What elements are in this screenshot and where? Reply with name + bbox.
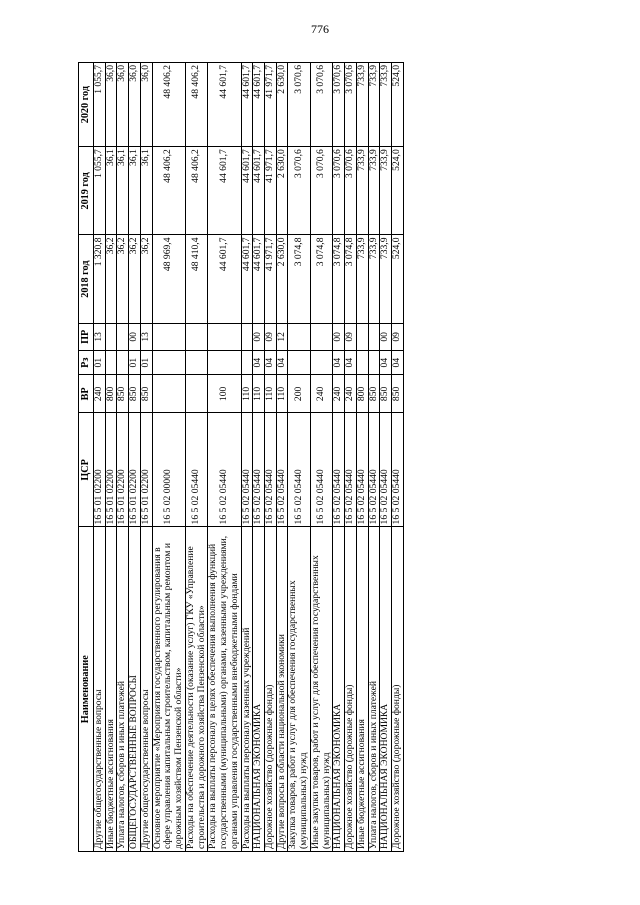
row-value-2020: 41 971,7 xyxy=(265,63,277,147)
row-name: Расходы на обеспечение деятельности (оказание услуг) ГКУ «Управление строительства и дорожного хозяйства Пензенской области» xyxy=(185,527,207,852)
row-value-2018: 1 320,8 xyxy=(94,235,106,323)
table-body xyxy=(94,63,404,852)
row-value-2019: 44 601,7 xyxy=(241,147,253,235)
table-row xyxy=(117,63,129,852)
row-value-2019: 2 630,0 xyxy=(276,147,288,235)
row-value-2019: 3 070,6 xyxy=(345,147,357,235)
row-pr: 00 xyxy=(253,323,265,350)
row-value-2020: 48 406,2 xyxy=(152,63,185,147)
row-pr: 13 xyxy=(94,323,106,350)
row-name: НАЦИОНАЛЬНАЯ ЭКОНОМИКА xyxy=(253,527,265,852)
row-vr: 850 xyxy=(368,375,380,413)
row-csr: 16 5 02 05440 xyxy=(288,413,310,527)
table-row xyxy=(345,63,357,852)
row-value-2019: 3 070,6 xyxy=(288,147,310,235)
row-name: Иные закупки товаров, работ и услуг для обеспечения государственных (муниципальных) нужд xyxy=(310,527,332,852)
row-value-2019: 524,0 xyxy=(392,147,404,235)
row-pr: 00 xyxy=(129,323,141,350)
row-value-2020: 48 406,2 xyxy=(185,63,207,147)
row-vr xyxy=(152,375,185,413)
row-value-2018: 48 410,4 xyxy=(185,235,207,323)
row-pr xyxy=(288,323,310,350)
row-csr: 16 5 02 05440 xyxy=(276,413,288,527)
row-csr: 16 5 02 05440 xyxy=(265,413,277,527)
row-rz: 04 xyxy=(253,350,265,374)
row-pr xyxy=(208,323,241,350)
row-rz: 04 xyxy=(345,350,357,374)
table-row xyxy=(265,63,277,852)
table-row xyxy=(310,63,332,852)
row-value-2019: 36,1 xyxy=(140,147,152,235)
row-value-2018: 3 074,8 xyxy=(345,235,357,323)
row-value-2018: 36,2 xyxy=(117,235,129,323)
row-name: Другие общегосударственные вопросы xyxy=(94,527,106,852)
table-row xyxy=(185,63,207,852)
row-csr: 16 5 02 00000 xyxy=(152,413,185,527)
row-pr: 00 xyxy=(333,323,345,350)
row-vr: 200 xyxy=(288,375,310,413)
row-rz xyxy=(208,350,241,374)
row-name: Дорожное хозяйство (дорожные фонды) xyxy=(392,527,404,852)
row-vr: 240 xyxy=(94,375,106,413)
row-vr: 850 xyxy=(380,375,392,413)
row-csr: 16 5 02 05440 xyxy=(208,413,241,527)
row-value-2020: 733,9 xyxy=(380,63,392,147)
row-name: ОБЩЕГОСУДАРСТВЕННЫЕ ВОПРОСЫ xyxy=(129,527,141,852)
table-row xyxy=(94,63,106,852)
row-value-2020: 3 070,6 xyxy=(310,63,332,147)
row-vr: 800 xyxy=(356,375,368,413)
row-value-2020: 36,0 xyxy=(117,63,129,147)
row-vr: 100 xyxy=(208,375,241,413)
row-name: Основное мероприятие «Мероприятия государственного регулирования в сфере управления капитальным строительством, капитальным ремонтом и дорожным хозяйством Пензенской области» xyxy=(152,527,185,852)
row-pr xyxy=(356,323,368,350)
row-csr: 16 5 01 02200 xyxy=(94,413,106,527)
row-csr: 16 5 02 05440 xyxy=(356,413,368,527)
row-vr: 110 xyxy=(265,375,277,413)
table-row xyxy=(241,63,253,852)
row-vr xyxy=(185,375,207,413)
row-value-2018: 36,2 xyxy=(140,235,152,323)
row-value-2020: 3 070,6 xyxy=(345,63,357,147)
row-vr: 240 xyxy=(333,375,345,413)
row-vr: 240 xyxy=(310,375,332,413)
row-value-2018: 3 074,8 xyxy=(288,235,310,323)
row-csr: 16 5 02 05440 xyxy=(310,413,332,527)
row-value-2018: 3 074,8 xyxy=(333,235,345,323)
row-name: Другие вопросы в области национальной экономики xyxy=(276,527,288,852)
row-value-2018: 733,9 xyxy=(368,235,380,323)
row-value-2019: 36,1 xyxy=(105,147,117,235)
row-name: Иные бюджетные ассигнования xyxy=(105,527,117,852)
row-name: Дорожное хозяйство (дорожные фонды) xyxy=(265,527,277,852)
row-name: Уплата налогов, сборов и иных платежей xyxy=(368,527,380,852)
row-rz: 04 xyxy=(392,350,404,374)
rotated-table-container xyxy=(78,62,588,852)
row-rz xyxy=(241,350,253,374)
row-value-2018: 44 601,7 xyxy=(253,235,265,323)
row-vr: 240 xyxy=(345,375,357,413)
row-vr: 110 xyxy=(253,375,265,413)
row-value-2019: 36,1 xyxy=(117,147,129,235)
row-value-2019: 733,9 xyxy=(380,147,392,235)
column-header-name: Наименование xyxy=(79,527,94,852)
column-header-2019: 2019 год xyxy=(79,147,94,235)
row-csr: 16 5 01 02200 xyxy=(117,413,129,527)
row-csr: 16 5 02 05440 xyxy=(345,413,357,527)
column-header-2020: 2020 год xyxy=(79,63,94,147)
row-pr: 13 xyxy=(140,323,152,350)
row-value-2020: 36,0 xyxy=(105,63,117,147)
row-pr: 09 xyxy=(345,323,357,350)
header-row xyxy=(79,63,94,852)
row-value-2020: 44 601,7 xyxy=(241,63,253,147)
row-rz xyxy=(105,350,117,374)
row-name: НАЦИОНАЛЬНАЯ ЭКОНОМИКА xyxy=(380,527,392,852)
row-value-2019: 48 406,2 xyxy=(152,147,185,235)
row-rz xyxy=(117,350,129,374)
row-pr xyxy=(117,323,129,350)
table-row xyxy=(333,63,345,852)
row-vr: 800 xyxy=(105,375,117,413)
row-name: Уплата налогов, сборов и иных платежей xyxy=(117,527,129,852)
row-csr: 16 5 02 05440 xyxy=(392,413,404,527)
row-csr: 16 5 02 05440 xyxy=(333,413,345,527)
row-vr: 850 xyxy=(140,375,152,413)
row-value-2019: 733,9 xyxy=(356,147,368,235)
row-value-2019: 48 406,2 xyxy=(185,147,207,235)
row-value-2020: 36,0 xyxy=(140,63,152,147)
row-rz xyxy=(185,350,207,374)
row-name: Другие общегосударственные вопросы xyxy=(140,527,152,852)
table-row xyxy=(392,63,404,852)
column-header-vr: ВР xyxy=(79,375,94,413)
row-pr xyxy=(241,323,253,350)
row-pr: 00 xyxy=(380,323,392,350)
row-value-2018: 44 601,7 xyxy=(241,235,253,323)
row-name: НАЦИОНАЛЬНАЯ ЭКОНОМИКА xyxy=(333,527,345,852)
row-value-2018: 733,9 xyxy=(356,235,368,323)
column-header-pr: ПР xyxy=(79,323,94,350)
row-name: Закупка товаров, работ и услуг для обеспечения государственных (муниципальных) нужд xyxy=(288,527,310,852)
column-header-2018: 2018 год xyxy=(79,235,94,323)
row-vr: 110 xyxy=(241,375,253,413)
row-rz xyxy=(356,350,368,374)
row-csr: 16 5 02 05440 xyxy=(185,413,207,527)
row-rz xyxy=(288,350,310,374)
row-value-2019: 41 971,7 xyxy=(265,147,277,235)
row-name: Расходы на выплаты персоналу казенных учреждений xyxy=(241,527,253,852)
table-header xyxy=(79,63,94,852)
table-row xyxy=(356,63,368,852)
row-value-2020: 733,9 xyxy=(356,63,368,147)
row-value-2018: 36,2 xyxy=(129,235,141,323)
row-pr: 12 xyxy=(276,323,288,350)
row-rz: 04 xyxy=(333,350,345,374)
row-name: Дорожное хозяйство (дорожные фонды) xyxy=(345,527,357,852)
row-pr: 09 xyxy=(265,323,277,350)
row-value-2018: 2 630,0 xyxy=(276,235,288,323)
row-pr xyxy=(105,323,117,350)
budget-table xyxy=(78,62,404,852)
row-value-2018: 44 601,7 xyxy=(208,235,241,323)
table-row xyxy=(208,63,241,852)
row-rz: 01 xyxy=(129,350,141,374)
table-row xyxy=(288,63,310,852)
column-header-csr: ЦСР xyxy=(79,413,94,527)
row-rz xyxy=(152,350,185,374)
table-row xyxy=(368,63,380,852)
row-value-2018: 524,0 xyxy=(392,235,404,323)
row-value-2020: 3 070,6 xyxy=(333,63,345,147)
row-pr xyxy=(185,323,207,350)
table-row xyxy=(276,63,288,852)
table-row xyxy=(129,63,141,852)
row-value-2019: 3 070,6 xyxy=(310,147,332,235)
row-name: Расходы на выплаты персоналу в целях обеспечения выполнения функций государственными (муниципальными) органами, казенными учреждениями, органами управления государственными внебюджетными фондами xyxy=(208,527,241,852)
row-value-2018: 36,2 xyxy=(105,235,117,323)
table-row xyxy=(253,63,265,852)
row-rz: 01 xyxy=(94,350,106,374)
row-rz xyxy=(310,350,332,374)
row-value-2018: 3 074,8 xyxy=(310,235,332,323)
row-rz: 04 xyxy=(265,350,277,374)
row-value-2020: 2 630,0 xyxy=(276,63,288,147)
row-value-2020: 1 055,7 xyxy=(94,63,106,147)
column-header-rz: Рз xyxy=(79,350,94,374)
row-pr xyxy=(310,323,332,350)
row-value-2018: 733,9 xyxy=(380,235,392,323)
row-pr xyxy=(152,323,185,350)
row-vr: 850 xyxy=(129,375,141,413)
row-value-2019: 733,9 xyxy=(368,147,380,235)
row-value-2018: 48 969,4 xyxy=(152,235,185,323)
row-csr: 16 5 02 05440 xyxy=(241,413,253,527)
row-csr: 16 5 02 05440 xyxy=(368,413,380,527)
row-value-2020: 44 601,7 xyxy=(208,63,241,147)
row-vr: 850 xyxy=(117,375,129,413)
row-value-2020: 3 070,6 xyxy=(288,63,310,147)
row-pr: 09 xyxy=(392,323,404,350)
row-value-2019: 36,1 xyxy=(129,147,141,235)
row-csr: 16 5 01 02200 xyxy=(129,413,141,527)
row-vr: 850 xyxy=(392,375,404,413)
row-csr: 16 5 01 02200 xyxy=(105,413,117,527)
row-csr: 16 5 01 02200 xyxy=(140,413,152,527)
table-row xyxy=(140,63,152,852)
row-csr: 16 5 02 05440 xyxy=(253,413,265,527)
row-value-2020: 44 601,7 xyxy=(253,63,265,147)
row-value-2019: 44 601,7 xyxy=(253,147,265,235)
row-value-2019: 44 601,7 xyxy=(208,147,241,235)
row-value-2020: 36,0 xyxy=(129,63,141,147)
row-value-2020: 733,9 xyxy=(368,63,380,147)
table-row xyxy=(380,63,392,852)
row-value-2020: 524,0 xyxy=(392,63,404,147)
table-row xyxy=(105,63,117,852)
row-value-2019: 3 070,6 xyxy=(333,147,345,235)
row-value-2019: 1 055,7 xyxy=(94,147,106,235)
page-number: 776 xyxy=(311,22,329,36)
row-name: Иные бюджетные ассигнования xyxy=(356,527,368,852)
table-row xyxy=(152,63,185,852)
row-value-2018: 41 971,7 xyxy=(265,235,277,323)
row-rz: 04 xyxy=(276,350,288,374)
row-rz: 01 xyxy=(140,350,152,374)
row-vr: 110 xyxy=(276,375,288,413)
row-rz: 04 xyxy=(380,350,392,374)
row-rz xyxy=(368,350,380,374)
row-csr: 16 5 02 05440 xyxy=(380,413,392,527)
row-pr xyxy=(368,323,380,350)
